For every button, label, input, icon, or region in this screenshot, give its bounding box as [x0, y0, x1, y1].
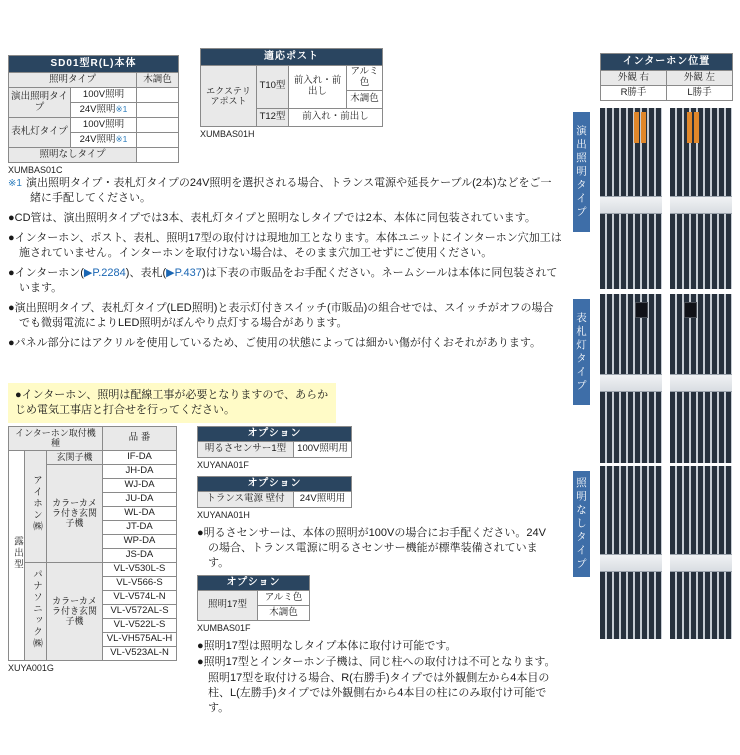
column-wood-color: 木調色	[137, 73, 179, 88]
wood-color-cell: 木調色	[347, 90, 383, 108]
intercom-position-table	[600, 53, 733, 101]
note-intercom-reference	[8, 266, 562, 296]
part-number: VL-VH575AL-H	[103, 632, 177, 646]
post-slat-illustration	[670, 108, 732, 289]
cell-24v	[71, 103, 137, 118]
note-light17-mount: ●照明17型は照明なしタイプ本体に取付け可能です。	[197, 640, 457, 652]
table-code: XUMBAS01C	[8, 165, 63, 175]
wiring-warning-box: ●インターホン、照明は配線工事が必要となりますので、あらかじめ電気工事店と打合せを行ってください。	[8, 383, 336, 423]
mailbox-band	[670, 196, 732, 214]
post-photo-hyosatsu-r	[598, 294, 664, 463]
cell-100v: 100V照明	[71, 88, 137, 103]
post-slat-illustration	[600, 294, 662, 463]
part-number: VL-V566-S	[103, 576, 177, 590]
post-table-block	[200, 48, 383, 139]
category-color-camera-unit: カラーカメラ付き玄関子機	[47, 562, 103, 660]
part-number: JS-DA	[103, 548, 177, 562]
option-sensor-name: 明るさセンサー1型	[198, 442, 294, 458]
exterior-post-cell: エクステリアポスト	[201, 66, 257, 127]
type-label-no-light	[573, 471, 590, 577]
l-hand-cell: L勝手	[667, 86, 733, 101]
light17-notes	[197, 639, 559, 716]
wood-color-empty-cell	[137, 118, 179, 133]
brand-aiphone-cell	[25, 450, 47, 562]
option-sensor-table	[197, 426, 352, 458]
intercom-table-block	[8, 426, 177, 673]
ref-1-mark: ※1	[8, 178, 22, 189]
mount-type-exposed-cell	[9, 450, 25, 660]
view-right-cell: 外観 右	[601, 71, 667, 86]
type-label-enshutsu	[573, 112, 590, 232]
cell-24v-label: 24V照明	[79, 103, 116, 115]
notes-list	[8, 176, 562, 356]
sd01-table-block	[8, 55, 179, 175]
note-cd-pipe: ●CD管は、演出照明タイプでは3本、表札灯タイプと照明なしタイプでは2本、本体に同包装されています。	[8, 212, 536, 224]
nameplate	[635, 302, 648, 318]
option-light17-table	[197, 575, 310, 621]
part-number: JU-DA	[103, 492, 177, 506]
note-onsite-work: ●インターホン、ポスト、表札、照明17型の取付けは現地加工となります。本体ユニットにインターホン穴加工は施されていません。インターホンを取付けない場合は、そのまま穴加工せずにご使用ください。	[8, 232, 562, 259]
wood-color-empty-cell	[137, 88, 179, 103]
column-part-number: 品 番	[103, 427, 177, 451]
part-number: WP-DA	[103, 534, 177, 548]
mailbox-band	[670, 554, 732, 572]
t10-cell: T10型	[257, 66, 289, 109]
post-slat-illustration	[600, 466, 662, 639]
wood-color-empty-cell	[137, 148, 179, 163]
type-label-text: 演出照明タイプ	[575, 124, 587, 220]
part-number: VL-V572AL-S	[103, 604, 177, 618]
brand-label: パナソニック㈱	[30, 568, 42, 650]
note-transformer	[8, 176, 562, 206]
options-column	[197, 426, 561, 720]
part-number: VL-V530L-S	[103, 562, 177, 576]
note-text: ●インターホン(	[8, 267, 84, 279]
option-transformer-table	[197, 476, 352, 508]
sd01-table-title: SD01型R(L)本体	[9, 56, 179, 73]
option-title: オプション	[198, 427, 352, 442]
table-code: XUYANA01F	[197, 460, 249, 470]
post-slat-illustration	[600, 108, 662, 289]
part-number: VL-V522L-S	[103, 618, 177, 632]
r-hand-cell: R勝手	[601, 86, 667, 101]
post-photo-hyosatsu-l	[668, 294, 734, 463]
table-code: XUMBAS01F	[197, 623, 251, 633]
note-acrylic: ●パネル部分にはアクリルを使用しているため、ご使用の状態によっては細かい傷が付くおそれがあります。	[8, 337, 541, 349]
ref-1-mark: ※1	[115, 103, 128, 114]
table-code: XUYA001G	[8, 662, 54, 673]
brand-panasonic-cell	[25, 562, 47, 660]
cell-24v-label: 24V照明	[79, 133, 116, 145]
front-in-out-cell: 前入れ・前出し	[289, 66, 347, 109]
mailbox-band	[600, 374, 662, 392]
post-table-title: 適応ポスト	[201, 49, 383, 66]
table-code: XUYANA01H	[197, 510, 250, 520]
light17-wood-color: 木調色	[258, 606, 310, 621]
note-light17-restriction: ●照明17型とインターホン子機は、同じ柱への取付けは不可となります。	[197, 656, 556, 668]
intercom-mounting-table	[8, 426, 177, 661]
option-transformer-name: トランス電源 壁付	[198, 492, 294, 508]
led-accent-strip	[634, 112, 639, 143]
intercom-position-block	[600, 53, 733, 101]
part-number: WJ-DA	[103, 478, 177, 492]
ref-1-mark: ※1	[115, 133, 128, 144]
part-number: JH-DA	[103, 464, 177, 478]
type-label-text: 照明なしタイプ	[575, 476, 587, 572]
type-label-text: 表札灯タイプ	[575, 311, 587, 393]
mount-type-label: 露出型	[11, 535, 23, 571]
sd01-body-table	[8, 55, 179, 163]
cell-100v: 100V照明	[71, 118, 137, 133]
position-table-title: インターホン位置	[601, 54, 733, 71]
t12-cell: T12型	[257, 108, 289, 126]
option-light17-name: 照明17型	[198, 591, 258, 621]
front-in-out-cell: 前入れ・前出し	[289, 108, 383, 126]
option-transformer-use: 24V照明用	[294, 492, 352, 508]
row-no-light-type: 照明なしタイプ	[9, 148, 137, 163]
post-slat-illustration	[670, 466, 732, 639]
row-hyosatsu-type: 表札灯タイプ	[9, 118, 71, 148]
part-number: WL-DA	[103, 506, 177, 520]
mailbox-band	[600, 196, 662, 214]
part-number: IF-DA	[103, 450, 177, 464]
category-entrance-unit: 玄関子機	[47, 450, 103, 464]
brand-label: アイホン㈱	[30, 475, 42, 533]
view-left-cell: 外観 左	[667, 71, 733, 86]
column-mount-model: インターホン取付機種	[9, 427, 103, 451]
part-number: VL-V574L-N	[103, 590, 177, 604]
note-led-glow: ●演出照明タイプ、表札灯タイプ(LED照明)と表示灯付きスイッチ(市販品)の組合せでは、スイッチがオフの場合でも微弱電流によりLED照明がぼんやり点灯する場合があります。	[8, 302, 554, 329]
note-brightness-sensor: ●明るさセンサーは、本体の照明が100Vの場合にお手配ください。24Vの場合、トランス電源に明るさセンサー機能が標準装備されています。	[197, 527, 546, 569]
link-p437[interactable]: ▶P.437	[166, 267, 202, 279]
mailbox-band	[600, 554, 662, 572]
note-text: 演出照明タイプ・表札灯タイプの24V照明を選択される場合、トランス電源や延長ケーブル(2本)などをご一緒に手配してください。	[25, 177, 552, 204]
post-slat-illustration	[670, 294, 732, 463]
category-color-camera-unit: カラーカメラ付き玄関子機	[47, 464, 103, 562]
cell-24v	[71, 133, 137, 148]
option-sensor-use: 100V照明用	[294, 442, 352, 458]
column-lighting-type: 照明タイプ	[9, 73, 137, 88]
link-p2284[interactable]: ▶P.2284	[83, 267, 126, 279]
note-light17-restriction-detail: 照明17型を取付ける場合、R(右勝手)タイプでは外観側左から4本目の柱、L(左勝手)タイプでは外観側右から4本目の柱にのみ取付け可能です。	[208, 672, 550, 714]
type-label-hyosatsu	[573, 299, 590, 405]
applicable-post-table	[200, 48, 383, 127]
table-code: XUMBAS01H	[200, 128, 255, 139]
post-photo-enshutsu-l	[668, 108, 734, 289]
part-number: VL-V523AL-N	[103, 646, 177, 660]
post-photo-no-light-r	[598, 466, 664, 639]
option-title: オプション	[198, 477, 352, 492]
alumi-color-cell: アルミ色	[347, 66, 383, 91]
post-photo-enshutsu-r	[598, 108, 664, 289]
note-text: )は下表の市販品をお手配ください。ネームシールは本体に同包装されています。	[19, 267, 558, 294]
part-number: JT-DA	[103, 520, 177, 534]
light17-alumi-color: アルミ色	[258, 591, 310, 606]
wood-color-empty-cell	[137, 103, 179, 118]
led-accent-strip	[687, 112, 692, 143]
nameplate	[684, 302, 697, 318]
post-photo-no-light-l	[668, 466, 734, 639]
row-enshutsu-type: 演出照明タイプ	[9, 88, 71, 118]
led-accent-strip	[641, 112, 646, 143]
mailbox-band	[670, 374, 732, 392]
wood-color-empty-cell	[137, 133, 179, 148]
note-text: )、表札(	[125, 267, 167, 279]
option-title: オプション	[198, 576, 310, 591]
led-accent-strip	[694, 112, 699, 143]
